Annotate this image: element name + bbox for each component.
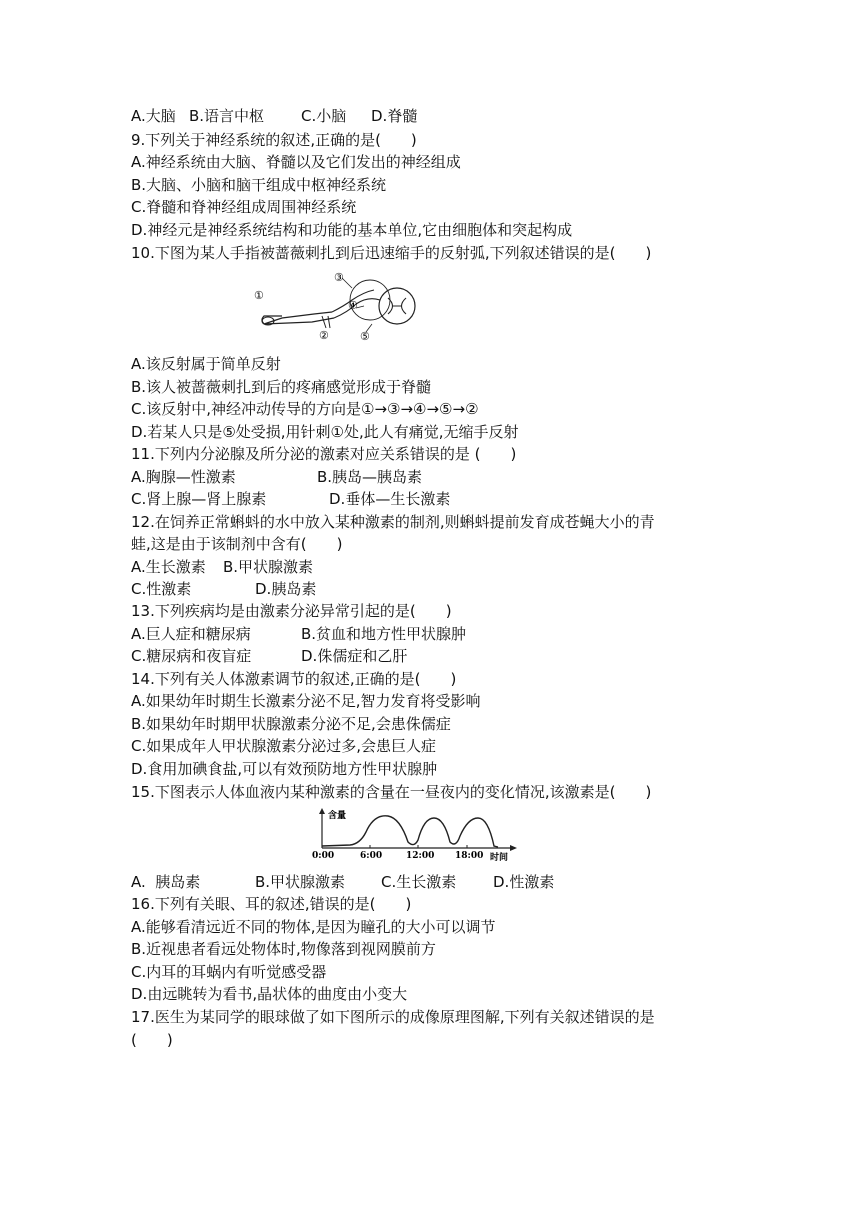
q17-stem-line2: ( ) bbox=[131, 1031, 173, 1049]
q15-option-c: C.生长激素 bbox=[381, 873, 457, 891]
q11-option-d: D.垂体—生长激素 bbox=[329, 490, 451, 508]
q10-option-a: A.该反射属于简单反射 bbox=[131, 355, 281, 373]
q16-stem: 16.下列有关眼、耳的叙述,错误的是( ) bbox=[131, 895, 412, 913]
x-tick-1: 6:00 bbox=[360, 851, 383, 861]
q15-stem: 15.下图表示人体血液内某种激素的含量在一昼夜内的变化情况,该激素是( ) bbox=[131, 783, 652, 801]
q8-option-b: B.语言中枢 bbox=[189, 107, 265, 125]
q15-option-a: A. 胰岛素 bbox=[131, 873, 201, 891]
q12-option-d: D.胰岛素 bbox=[255, 580, 317, 598]
q13-option-b: B.贫血和地方性甲状腺肿 bbox=[301, 625, 467, 643]
q16-option-a: A.能够看清远近不同的物体,是因为瞳孔的大小可以调节 bbox=[131, 918, 496, 936]
q9-option-a: A.神经系统由大脑、脊髓以及它们发出的神经组成 bbox=[131, 153, 461, 171]
q10-option-c: C.该反射中,神经冲动传导的方向是①→③→④→⑤→② bbox=[131, 400, 479, 418]
q14-stem: 14.下列有关人体激素调节的叙述,正确的是( ) bbox=[131, 670, 457, 688]
q15-option-d: D.性激素 bbox=[493, 873, 555, 891]
q17-stem-line1: 17.医生为某同学的眼球做了如下图所示的成像原理图解,下列有关叙述错误的是 bbox=[131, 1008, 655, 1026]
q9-option-b: B.大脑、小脑和脑干组成中枢神经系统 bbox=[131, 176, 387, 194]
label-4: ④ bbox=[348, 299, 358, 312]
q12-option-b: B.甲状腺激素 bbox=[223, 558, 314, 576]
q11-stem: 11.下列内分泌腺及所分泌的激素对应关系错误的是 ( ) bbox=[131, 445, 517, 463]
q10-option-d: D.若某人只是⑤处受损,用针刺①处,此人有痛觉,无缩手反射 bbox=[131, 423, 519, 441]
q8-option-c: C.小脑 bbox=[301, 107, 347, 125]
q11-option-a: A.胸腺—性激素 bbox=[131, 468, 236, 486]
q14-option-d: D.食用加碘食盐,可以有效预防地方性甲状腺肿 bbox=[131, 760, 438, 778]
q16-option-b: B.近视患者看远处物体时,物像落到视网膜前方 bbox=[131, 940, 436, 958]
q15-option-b: B.甲状腺激素 bbox=[255, 873, 346, 891]
q9-option-d: D.神经元是神经系统结构和功能的基本单位,它由细胞体和突起构成 bbox=[131, 221, 573, 239]
x-axis-arrow bbox=[510, 845, 517, 851]
q13-option-c: C.糖尿病和夜盲症 bbox=[131, 647, 252, 665]
gray-matter bbox=[388, 298, 406, 314]
q8-option-a: A.大脑 bbox=[131, 107, 176, 125]
label-3: ③ bbox=[334, 271, 344, 284]
q14-option-c: C.如果成年人甲状腺激素分泌过多,会患巨人症 bbox=[131, 737, 437, 755]
q16-option-c: C.内耳的耳蜗内有听觉感受器 bbox=[131, 963, 327, 981]
x-axis-label: 时间 bbox=[490, 853, 509, 863]
q10-option-b: B.该人被蔷薇刺扎到后的疼痛感觉形成于脊髓 bbox=[131, 378, 432, 396]
x-tick-3: 18:00 bbox=[455, 851, 484, 861]
x-tick-0: 0:00 bbox=[312, 851, 335, 861]
q12-option-a: A.生长激素 bbox=[131, 558, 206, 576]
q9-option-c: C.脊髓和脊神经组成周围神经系统 bbox=[131, 198, 357, 216]
q16-option-d: D.由远眺转为看书,晶状体的曲度由小变大 bbox=[131, 985, 408, 1003]
q13-option-a: A.巨人症和糖尿病 bbox=[131, 625, 251, 643]
q14-option-a: A.如果幼年时期生长激素分泌不足,智力发育将受影响 bbox=[131, 692, 481, 710]
q13-stem: 13.下列疾病均是由激素分泌异常引起的是( ) bbox=[131, 602, 452, 620]
q14-option-b: B.如果幼年时期甲状腺激素分泌不足,会患侏儒症 bbox=[131, 715, 451, 733]
q12-stem-line2: 蛙,这是由于该制剂中含有( ) bbox=[131, 535, 343, 553]
q13-option-d: D.侏儒症和乙肝 bbox=[301, 647, 408, 665]
q12-stem-line1: 12.在饲养正常蝌蚪的水中放入某种激素的制剂,则蝌蚪提前发育成苍蝇大小的青 bbox=[131, 513, 655, 531]
effector-muscle bbox=[322, 316, 330, 328]
y-axis-label: 含量 bbox=[328, 811, 347, 821]
q8-option-d: D.脊髓 bbox=[371, 107, 418, 125]
label-2: ② bbox=[319, 329, 329, 342]
q11-option-b: B.胰岛—胰岛素 bbox=[317, 468, 423, 486]
q10-stem: 10.下图为某人手指被蔷薇刺扎到后迅速缩手的反射弧,下列叙述错误的是( ) bbox=[131, 244, 652, 262]
label-1: ① bbox=[254, 289, 264, 302]
q9-stem: 9.下列关于神经系统的叙述,正确的是( ) bbox=[131, 131, 417, 149]
label-5: ⑤ bbox=[360, 330, 370, 343]
hormone-curve bbox=[322, 816, 498, 847]
x-tick-2: 12:00 bbox=[406, 851, 435, 861]
q11-option-c: C.肾上腺—肾上腺素 bbox=[131, 490, 267, 508]
reflex-arc-figure bbox=[252, 266, 422, 348]
hormone-curve-figure bbox=[310, 806, 525, 864]
q12-option-c: C.性激素 bbox=[131, 580, 192, 598]
y-axis-arrow bbox=[319, 808, 325, 814]
